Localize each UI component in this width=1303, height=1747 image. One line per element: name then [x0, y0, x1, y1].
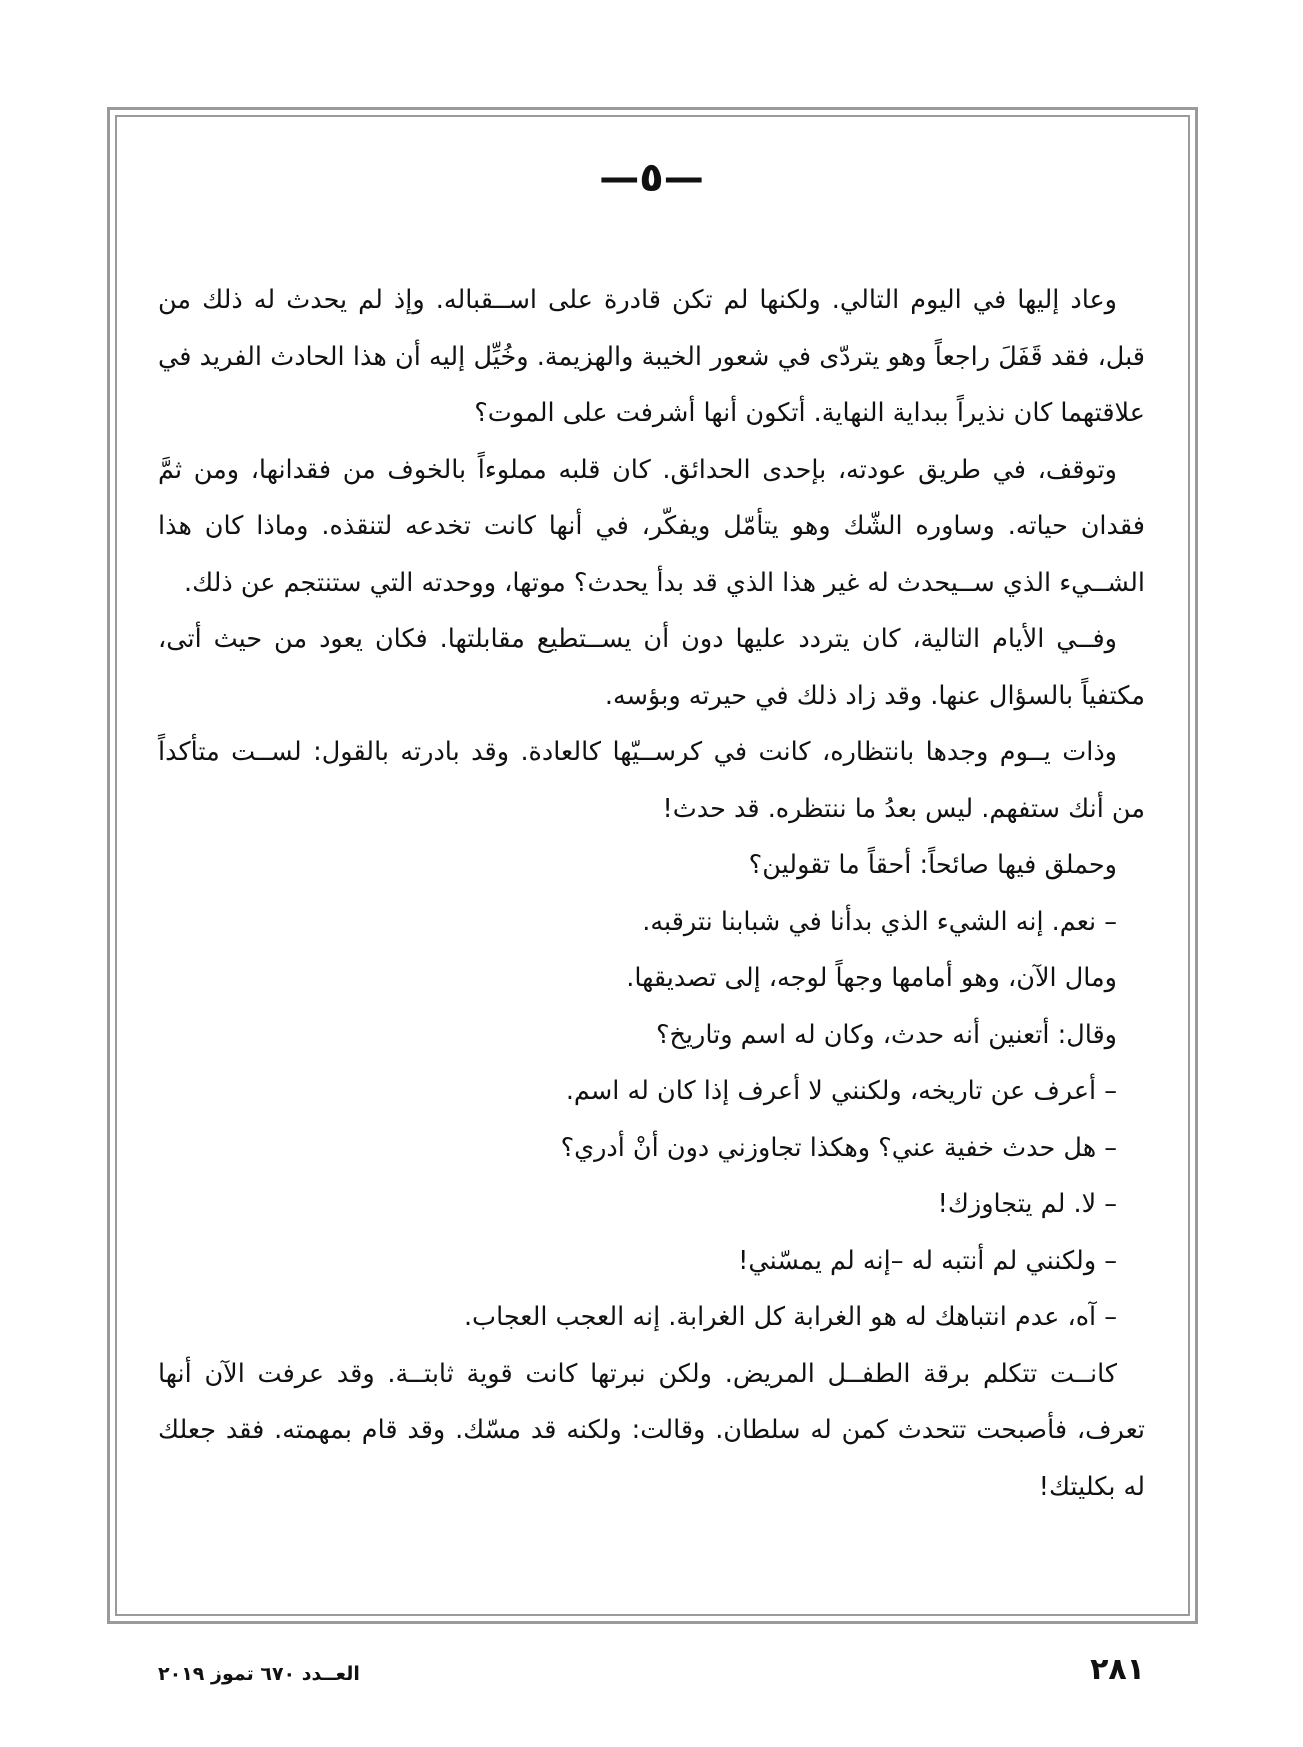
chapter-number: —٥— — [599, 155, 704, 201]
paragraph: كانــت تتكلم برقة الطفــل المريض. ولكن نبرتها كانت قوية ثابتــة. وقد عرفت الآن أنها تعرف، فأصبحت تتحدث كمن له سلطان. وقالت: ولكنه قد مسّك. وقد قام بمهمته. فقد جعلك له بكليتك! — [158, 1358, 1145, 1502]
dialogue-line: – أعرف عن تاريخه، ولكنني لا أعرف إذا كان له اسم. — [565, 1076, 1117, 1106]
dialogue-line: – ولكنني لم أنتبه له –إنه لم يمسّني! — [738, 1245, 1117, 1276]
dialogue-line: – آه، عدم انتباهك له هو الغرابة كل الغرابة. إنه العجب العجاب. — [463, 1302, 1117, 1332]
dialogue-line: – هل حدث خفية عني؟ وهكذا تجاوزني دون أنْ أدري؟ — [560, 1132, 1117, 1163]
paragraph: وتوقف، في طريق عودته، بإحدى الحدائق. كان قلبه مملوءاً بالخوف من فقدانها، ومن ثمَّ فقدان حياته. وساوره الشّك وهو يتأمّل ويفكّر، في أنها كانت تخدعه لتنقذه. وماذا كان هذا الشــيء الذي ســيحدث له غير هذا الذي قد بدأ يحدث؟ موتها، ووحدته التي ستنتجم عن ذلك. — [158, 454, 1145, 598]
dialogue-line: ومال الآن، وهو أمامها وجهاً لوجه، إلى تصديقها. — [626, 963, 1117, 993]
issue-line: العــدد ٦٧٠ تموز ٢٠١٩ — [158, 1663, 360, 1685]
paragraph: وعاد إليها في اليوم التالي. ولكنها لم تكن قادرة على اســقباله. وإذ لم يحدث له ذلك من قبل، فقد قَفَلَ راجعاً وهو يتردّى في شعور الخيبة والهزيمة. وخُيِّل إليه أن هذا الحادث الفريد في علاقتهما كان نذيراً ببداية النهاية. أتكون أنها أشرفت على الموت؟ — [158, 285, 1145, 428]
paragraph: وفــي الأيام التالية، كان يتردد عليها دون أن يســتطيع مقابلتها. فكان يعود من حيث أتى، مكتفياً بالسؤال عنها. وقد زاد ذلك في حيرته وبؤسه. — [158, 624, 1145, 711]
body-text — [158, 272, 1145, 1515]
page-number: ٢٨١ — [1090, 1652, 1145, 1687]
dialogue-line: – نعم. إنه الشيء الذي بدأنا في شبابنا نترقبه. — [642, 906, 1117, 937]
dialogue-line: – لا. لم يتجاوزك! — [937, 1189, 1117, 1219]
paragraph: وحملق فيها صائحاً: أحقاً ما تقولين؟ — [748, 850, 1117, 880]
dialogue-line: وقال: أتعنين أنه حدث، وكان له اسم وتاريخ؟ — [655, 1019, 1117, 1050]
paragraph: وذات يــوم وجدها بانتظاره، كانت في كرســيّها كالعادة. وقد بادرته بالقول: لســت متأكداً من أنك ستفهم. ليس بعدُ ما ننتظره. قد حدث! — [158, 737, 1145, 824]
